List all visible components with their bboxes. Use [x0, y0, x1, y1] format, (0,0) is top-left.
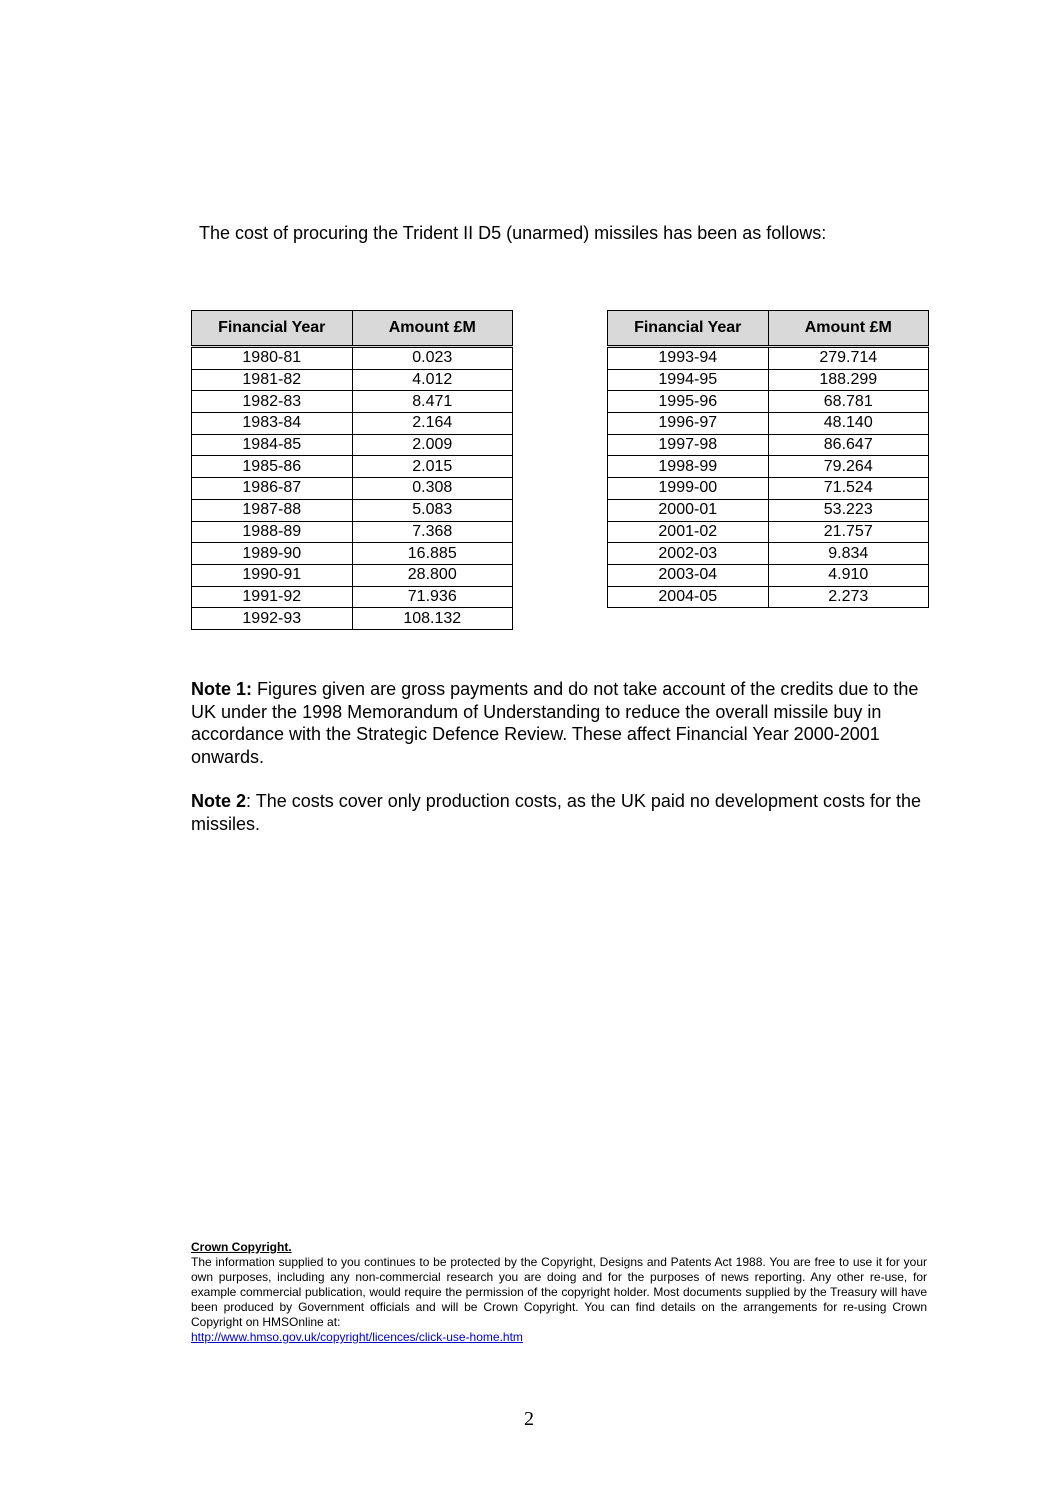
- table-row: [192, 586, 513, 608]
- cell-amount: 16.885: [352, 543, 513, 565]
- cell-financial-year: 1991-92: [192, 586, 353, 608]
- cost-table-right-body: [608, 347, 929, 608]
- cell-amount: 9.834: [768, 543, 929, 565]
- table-row: [192, 347, 513, 370]
- table-row: [608, 413, 929, 435]
- table-row: [192, 391, 513, 413]
- note-1: [191, 678, 931, 768]
- cell-financial-year: 2002-03: [608, 543, 769, 565]
- cell-financial-year: 1989-90: [192, 543, 353, 565]
- cell-financial-year: 2001-02: [608, 521, 769, 543]
- cell-amount: 53.223: [768, 499, 929, 521]
- table-row: [608, 347, 929, 370]
- page-number: 2: [524, 1408, 534, 1430]
- table-row: [192, 608, 513, 630]
- cell-financial-year: 1980-81: [192, 347, 353, 370]
- cell-financial-year: 1986-87: [192, 478, 353, 500]
- cost-table-left-body: [192, 347, 513, 630]
- table-row: [608, 543, 929, 565]
- cell-financial-year: 1985-86: [192, 456, 353, 478]
- cell-amount: 2.009: [352, 434, 513, 456]
- cell-amount: 71.524: [768, 478, 929, 500]
- note-2-label: Note 2: [191, 791, 247, 811]
- table-row: [192, 521, 513, 543]
- cell-amount: 86.647: [768, 434, 929, 456]
- cell-amount: 48.140: [768, 413, 929, 435]
- table-row: [192, 413, 513, 435]
- cell-financial-year: 2000-01: [608, 499, 769, 521]
- cell-amount: 108.132: [352, 608, 513, 630]
- table-header-row: [192, 311, 513, 347]
- table-row: [608, 499, 929, 521]
- cell-financial-year: 1984-85: [192, 434, 353, 456]
- cell-amount: 2.015: [352, 456, 513, 478]
- table-row: [608, 434, 929, 456]
- cell-amount: 4.012: [352, 369, 513, 391]
- cell-financial-year: 1987-88: [192, 499, 353, 521]
- copyright-notice: [191, 1240, 927, 1345]
- cell-amount: 279.714: [768, 347, 929, 370]
- cell-amount: 5.083: [352, 499, 513, 521]
- cell-amount: 79.264: [768, 456, 929, 478]
- cell-financial-year: 1997-98: [608, 434, 769, 456]
- copyright-link[interactable]: http://www.hmso.gov.uk/copyright/licences/click-use-home.htm: [191, 1330, 523, 1344]
- column-header-amount: Amount £M: [768, 311, 929, 347]
- copyright-body: The information supplied to you continues to be protected by the Copyright, Designs and Patents Act 1988. You are free to use it for your own purposes, including any non-commercial research you are doing and for the purposes of news reporting. Any other re-use, for example commercial publication, would require the permission of the copyright holder. Most documents supplied by the Treasury will have been produced by Government officials and will be Crown Copyright. You can find details on the arrangements for re-using Crown Copyright on HMSOnline at:: [191, 1255, 927, 1329]
- cell-amount: 0.308: [352, 478, 513, 500]
- cell-financial-year: 2003-04: [608, 564, 769, 586]
- table-row: [608, 586, 929, 608]
- table-row: [608, 369, 929, 391]
- note-2-text: : The costs cover only production costs, as the UK paid no development costs for the missiles.: [191, 791, 922, 834]
- table-row: [192, 543, 513, 565]
- cell-financial-year: 1982-83: [192, 391, 353, 413]
- note-1-text: Figures given are gross payments and do not take account of the credits due to the UK under the 1998 Memorandum of Understanding to reduce the overall missile buy in accordance with the Strategic Defence Review. These affect Financial Year 2000-2001 onwards.: [191, 679, 919, 767]
- table-row: [192, 499, 513, 521]
- table-row: [608, 521, 929, 543]
- copyright-heading: Crown Copyright.: [191, 1240, 292, 1254]
- cell-financial-year: 1990-91: [192, 564, 353, 586]
- cost-table-left: [191, 310, 513, 630]
- column-header-amount: Amount £M: [352, 311, 513, 347]
- cell-amount: 8.471: [352, 391, 513, 413]
- cell-financial-year: 1996-97: [608, 413, 769, 435]
- table-row: [192, 369, 513, 391]
- cell-amount: 2.273: [768, 586, 929, 608]
- cell-amount: 71.936: [352, 586, 513, 608]
- notes-section: [191, 678, 931, 857]
- cell-amount: 188.299: [768, 369, 929, 391]
- cell-financial-year: 1994-95: [608, 369, 769, 391]
- cell-amount: 0.023: [352, 347, 513, 370]
- cell-amount: 68.781: [768, 391, 929, 413]
- table-row: [192, 456, 513, 478]
- table-row: [192, 434, 513, 456]
- cell-financial-year: 1999-00: [608, 478, 769, 500]
- cost-table-right: [607, 310, 929, 608]
- table-row: [192, 564, 513, 586]
- table-header-row: [608, 311, 929, 347]
- note-2: [191, 790, 931, 835]
- cell-amount: 4.910: [768, 564, 929, 586]
- table-row: [192, 478, 513, 500]
- cell-financial-year: 1988-89: [192, 521, 353, 543]
- note-1-label: Note 1:: [191, 679, 253, 699]
- cell-amount: 28.800: [352, 564, 513, 586]
- cell-financial-year: 1992-93: [192, 608, 353, 630]
- cell-amount: 21.757: [768, 521, 929, 543]
- column-header-financial-year: Financial Year: [608, 311, 769, 347]
- cell-amount: 7.368: [352, 521, 513, 543]
- table-row: [608, 564, 929, 586]
- column-header-financial-year: Financial Year: [192, 311, 353, 347]
- cell-financial-year: 1995-96: [608, 391, 769, 413]
- cell-amount: 2.164: [352, 413, 513, 435]
- table-row: [608, 391, 929, 413]
- table-row: [608, 478, 929, 500]
- intro-text: The cost of procuring the Trident II D5 (unarmed) missiles has been as follows:: [199, 223, 827, 243]
- cell-financial-year: 1981-82: [192, 369, 353, 391]
- cell-financial-year: 1993-94: [608, 347, 769, 370]
- table-row: [608, 456, 929, 478]
- cell-financial-year: 1983-84: [192, 413, 353, 435]
- cell-financial-year: 2004-05: [608, 586, 769, 608]
- cell-financial-year: 1998-99: [608, 456, 769, 478]
